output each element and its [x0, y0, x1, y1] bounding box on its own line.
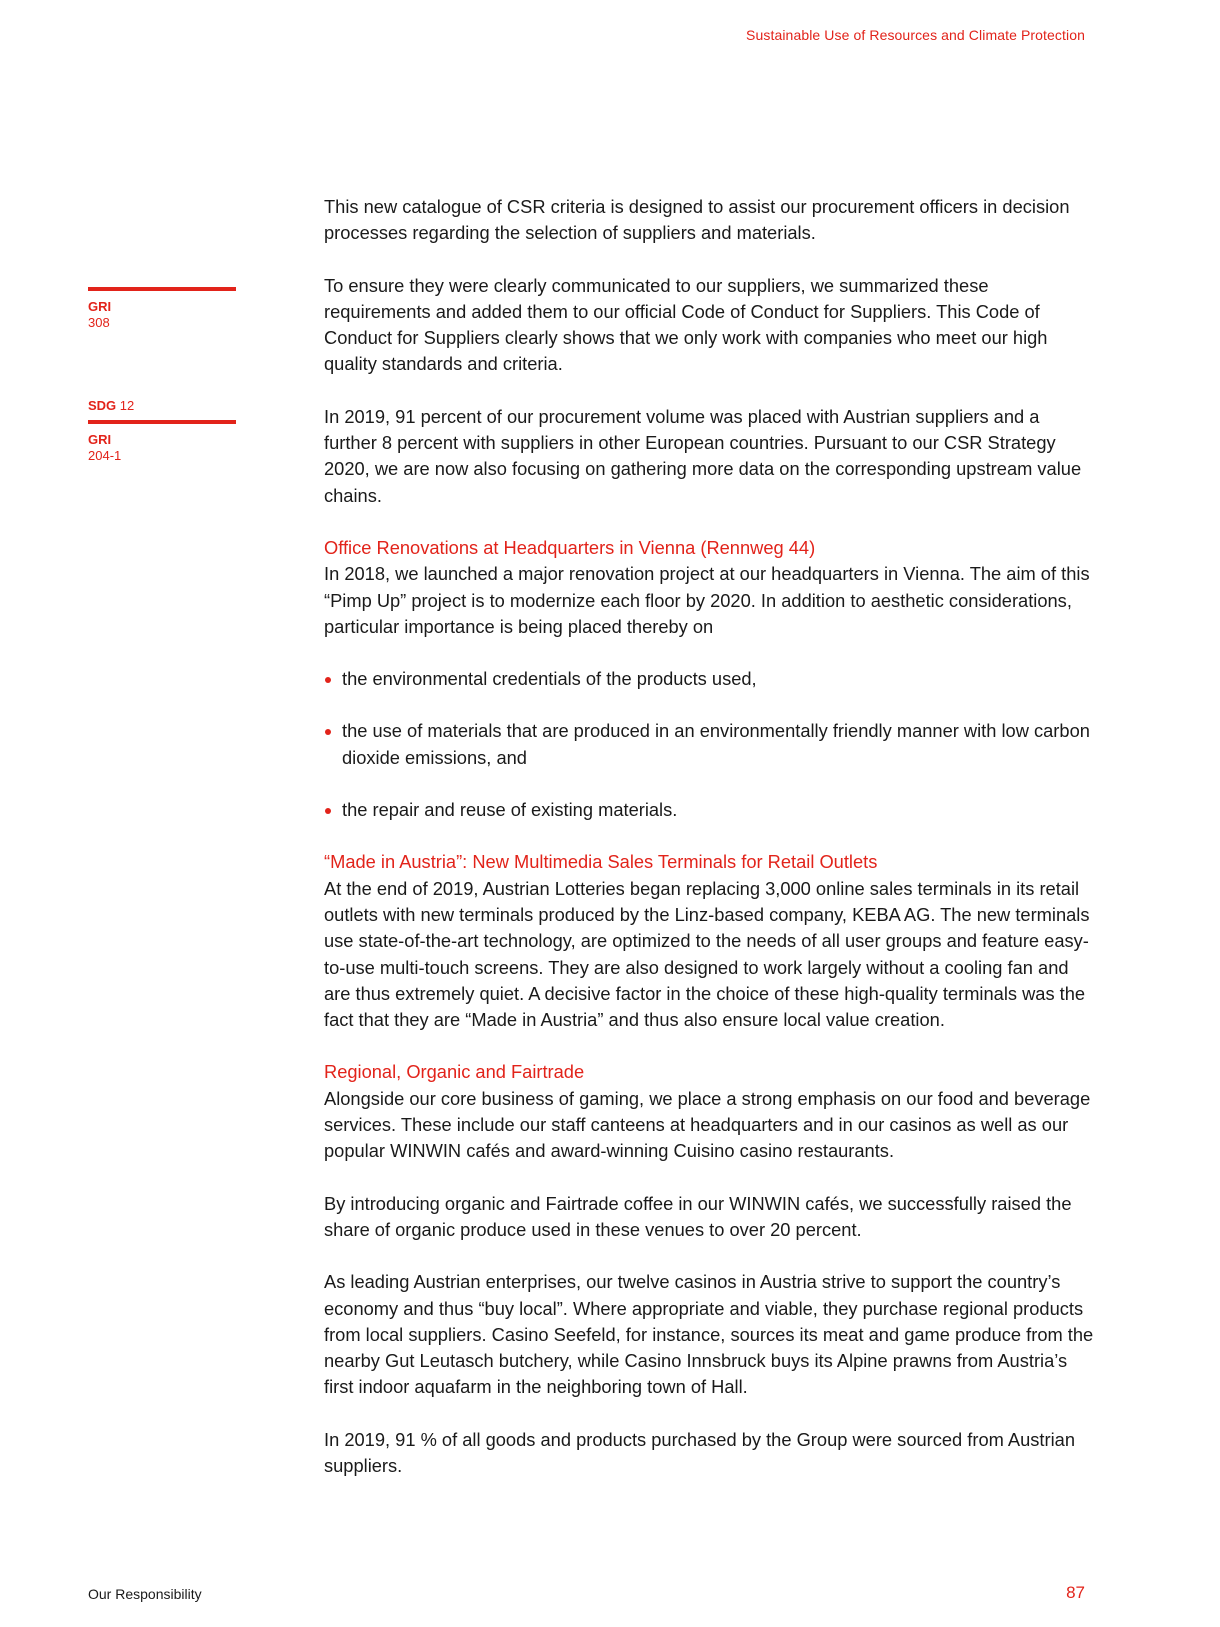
- heading-office-renovations: Office Renovations at Headquarters in Vienna (Rennweg 44): [324, 536, 816, 558]
- list-item-text: the use of materials that are produced in an environmentally friendly manner with low carbon dioxide emissions, and: [342, 720, 1090, 768]
- paragraph-food-beverage: Alongside our core business of gaming, we place a strong emphasis on our food and beverage services. These include our staff canteens at headquarters and in our casinos as well as our popular WINWIN cafés and award-winning Cuisino casino restaurants.: [324, 1087, 1091, 1162]
- page-number: 87: [1066, 1583, 1085, 1602]
- gri-label: GRI: [88, 299, 112, 314]
- sdg-number: 12: [119, 398, 135, 413]
- paragraph-procurement-volume: In 2019, 91 percent of our procurement volume was placed with Austrian suppliers and a further 8 percent with suppliers in other European countries. Pursuant to our CSR Strategy 2020, we are now also focusing on gathering more data on the corresponding upstream value chains.: [324, 405, 1082, 506]
- gri-code: 308: [88, 315, 110, 330]
- paragraph-sales-terminals: At the end of 2019, Austrian Lotteries began replacing 3,000 online sales terminals in its retail outlets with new terminals produced by the Linz-based company, KEBA AG. The new terminals use state-of-the-art technology, are optimized to the needs of all user groups and feature easy-to-use multi-touch screens. They are also designed to work largely without a cooling fan and are thus extremely quiet. A decisive factor in the choice of these high-quality terminals was the fact that they are “Made in Austria” and thus also ensure local value creation.: [324, 877, 1090, 1031]
- footer-section-label: Our Responsibility: [88, 1586, 202, 1602]
- list-item-text: the repair and reuse of existing materials.: [342, 799, 678, 821]
- sidebar-rule: [88, 287, 236, 291]
- bullet-icon: [325, 808, 331, 814]
- sidebar-sdg-gri-204: [88, 398, 236, 464]
- sdg-label: SDG: [88, 398, 117, 413]
- list-item: [324, 797, 1094, 823]
- paragraph-organic-coffee: By introducing organic and Fairtrade coffee in our WINWIN cafés, we successfully raised the share of organic produce used in these venues to over 20 percent.: [324, 1192, 1072, 1240]
- bullet-icon: [325, 729, 331, 735]
- paragraph-csr-catalogue: This new catalogue of CSR criteria is designed to assist our procurement officers in decision processes regarding the selection of suppliers and materials.: [324, 196, 1070, 244]
- main-content: [324, 194, 1094, 1505]
- gri-label: GRI: [88, 432, 112, 447]
- paragraph-code-of-conduct: To ensure they were clearly communicated to our suppliers, we summarized these requirements and added them to our official Code of Conduct for Suppliers. This Code of Conduct for Suppliers clearly shows that we only work with companies who meet our high quality standards and criteria.: [324, 274, 1048, 375]
- paragraph-buy-local: As leading Austrian enterprises, our twelve casinos in Austria strive to support the country’s economy and thus “buy local”. Where appropriate and viable, they purchase regional products from local suppliers. Casino Seefeld, for instance, sources its meat and game produce from the nearby Gut Leutasch butchery, while Casino Innsbruck buys its Alpine prawns from Austria’s first indoor aquafarm in the neighboring town of Hall.: [324, 1271, 1094, 1398]
- heading-made-in-austria: “Made in Austria”: New Multimedia Sales Terminals for Retail Outlets: [324, 851, 878, 873]
- paragraph-austrian-sourcing: In 2019, 91 % of all goods and products purchased by the Group were sourced from Austrian suppliers.: [324, 1428, 1075, 1476]
- sidebar-gri-308: [88, 287, 236, 331]
- list-item-text: the environmental credentials of the products used,: [342, 668, 757, 690]
- list-item: [324, 718, 1094, 771]
- heading-regional-organic-fairtrade: Regional, Organic and Fairtrade: [324, 1061, 585, 1083]
- bullet-icon: [325, 677, 331, 683]
- gri-code: 204-1: [88, 448, 122, 463]
- paragraph-office-renovations: In 2018, we launched a major renovation project at our headquarters in Vienna. The aim of this “Pimp Up” project is to modernize each floor by 2020. In addition to aesthetic considerations, particular importance is being placed thereby on: [324, 563, 1090, 637]
- running-header: Sustainable Use of Resources and Climate Protection: [746, 27, 1085, 43]
- renovation-criteria-list: [324, 666, 1094, 823]
- list-item: [324, 666, 1094, 692]
- sidebar-rule: [88, 420, 236, 424]
- sdg-tag: [88, 398, 236, 414]
